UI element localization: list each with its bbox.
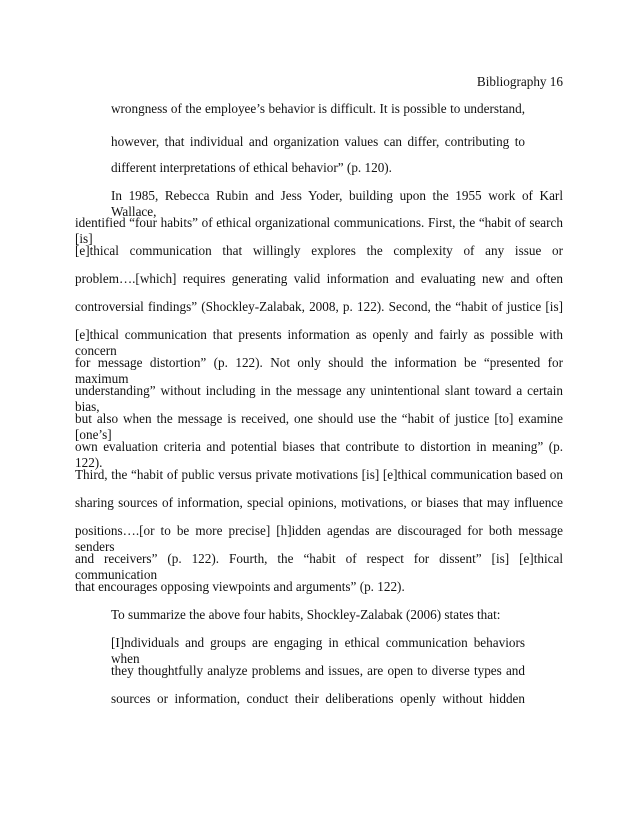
paragraph-1-line-8: understanding” without including in the message any unintentional slant toward a certain bias, [75,383,563,414]
running-head: Bibliography 16 [476,74,563,89]
paragraph-1-line-2: identified “four habits” of ethical organizational communications. First, the “habit of search [is] [75,215,563,246]
paragraph-1-line-6: [e]thical communication that presents information as openly and fairly as possible with concern [75,327,563,358]
paragraph-1-line-10: own evaluation criteria and potential biases that contribute to distortion in meaning” (p. 122). [75,439,563,470]
block-quote-2-line-1: [I]ndividuals and groups are engaging in ethical communication behaviors when [111,635,525,666]
paragraph-1-line-5: controversial findings” (Shockley-Zalabak, 2008, p. 122). Second, the “habit of justice [is] [75,299,563,314]
block-quote-1-line-1: wrongness of the employee’s behavior is difficult. It is possible to understand, [111,101,525,116]
paragraph-1-line-1: In 1985, Rebecca Rubin and Jess Yoder, building upon the 1955 work of Karl Wallace, [111,188,563,219]
paragraph-1-line-11: Third, the “habit of public versus private motivations [is] [e]thical communication based on [75,467,563,482]
paragraph-1-line-12: sharing sources of information, special opinions, motivations, or biases that may influence [75,495,563,510]
paragraph-1-line-14: and receivers” (p. 122). Fourth, the “habit of respect for dissent” [is] [e]thical communication [75,551,563,582]
block-quote-2-line-3: sources or information, conduct their deliberations openly without hidden [111,691,525,706]
block-quote-1-line-3: different interpretations of ethical behavior” (p. 120). [111,160,392,175]
paragraph-2-line-1: To summarize the above four habits, Shockley-Zalabak (2006) states that: [111,607,501,622]
paragraph-1-line-13: positions….[or to be more precise] [h]idden agendas are discouraged for both message senders [75,523,563,554]
paragraph-1-line-15: that encourages opposing viewpoints and arguments” (p. 122). [75,579,405,594]
block-quote-1-line-2: however, that individual and organization values can differ, contributing to [111,134,525,149]
paragraph-1-line-7: for message distortion” (p. 122). Not only should the information be “presented for maximum [75,355,563,386]
block-quote-2-line-2: they thoughtfully analyze problems and issues, are open to diverse types and [111,663,525,678]
paragraph-1-line-4: problem….[which] requires generating valid information and evaluating new and often [75,271,563,286]
paragraph-1-line-9: but also when the message is received, one should use the “habit of justice [to] examine [one’s] [75,411,563,442]
paragraph-1-line-3: [e]thical communication that willingly explores the complexity of any issue or [75,243,563,258]
